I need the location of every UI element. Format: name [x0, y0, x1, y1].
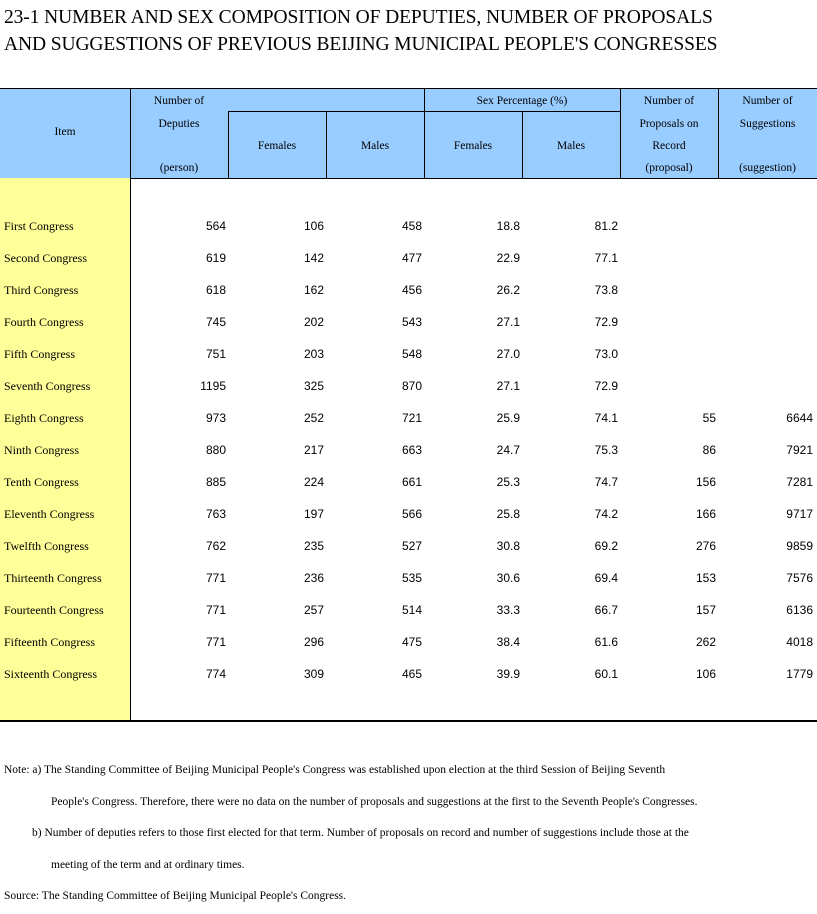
cell-males: 663 — [401, 443, 422, 457]
row-item-label: Thirteenth Congress — [4, 571, 102, 585]
cell-males: 543 — [401, 315, 422, 329]
table-row — [0, 562, 817, 594]
cell-pct-m: 74.7 — [594, 475, 618, 489]
cell-deputies: 618 — [205, 283, 226, 297]
header-sex-percentage: Sex Percentage (%) — [476, 95, 568, 107]
cell-males: 661 — [401, 475, 422, 489]
table-row — [0, 210, 817, 242]
cell-pct-m: 60.1 — [594, 667, 618, 681]
cell-pct-m: 66.7 — [594, 603, 618, 617]
note-b-line2: meeting of the term and at ordinary times. — [51, 858, 245, 871]
cell-deputies: 771 — [205, 571, 226, 585]
table-row — [0, 370, 817, 402]
header-females: Females — [257, 140, 297, 152]
cell-deputies: 564 — [205, 219, 226, 233]
header-divider — [424, 89, 425, 179]
cell-females: 252 — [303, 411, 324, 425]
cell-proposals: 86 — [702, 443, 716, 457]
row-item-label: Eleventh Congress — [4, 507, 95, 521]
cell-pct-f: 30.6 — [496, 571, 520, 585]
cell-pct-f: 38.4 — [496, 635, 520, 649]
cell-males: 721 — [401, 411, 422, 425]
cell-pct-f: 33.3 — [496, 603, 520, 617]
cell-pct-m: 81.2 — [594, 219, 618, 233]
cell-males: 475 — [401, 635, 422, 649]
cell-males: 548 — [401, 347, 422, 361]
cell-proposals: 262 — [695, 635, 716, 649]
header-proposals-unit: (proposal) — [645, 162, 693, 174]
cell-pct-f: 22.9 — [496, 251, 520, 265]
cell-pct-f: 25.8 — [496, 507, 520, 521]
header-males: Males — [360, 140, 390, 152]
cell-proposals: 166 — [695, 507, 716, 521]
cell-pct-f: 27.1 — [496, 379, 520, 393]
row-item-label: Twelfth Congress — [4, 539, 89, 553]
cell-suggestions: 7576 — [786, 571, 813, 585]
cell-females: 162 — [303, 283, 324, 297]
header-suggestions-line1: Number of — [742, 95, 793, 107]
note-a-line1: Note: a) The Standing Committee of Beijing Municipal People's Congress was established upon election at the third Session of Beijing Seventh — [4, 764, 666, 776]
table-header — [0, 88, 817, 179]
cell-pct-m: 75.3 — [594, 443, 618, 457]
cell-suggestions: 7281 — [786, 475, 813, 489]
cell-pct-f: 30.8 — [496, 539, 520, 553]
cell-suggestions: 9859 — [786, 539, 813, 553]
cell-deputies: 771 — [205, 635, 226, 649]
header-suggestions-unit: (suggestion) — [739, 162, 796, 174]
cell-males: 456 — [401, 283, 422, 297]
header-divider — [228, 111, 620, 112]
table-row — [0, 274, 817, 306]
note-b-line1: b) Number of deputies refers to those first elected for that term. Number of proposals on record and number of suggestions include those at the — [32, 827, 689, 839]
cell-females: 257 — [303, 603, 324, 617]
cell-pct-m: 72.9 — [594, 315, 618, 329]
row-item-label: Second Congress — [4, 251, 87, 265]
notes — [4, 755, 816, 913]
cell-pct-m: 61.6 — [594, 635, 618, 649]
header-divider — [522, 111, 523, 179]
cell-proposals: 55 — [702, 411, 716, 425]
header-proposals-line3: Record — [652, 140, 686, 152]
cell-deputies: 619 — [205, 251, 226, 265]
cell-males: 566 — [401, 507, 422, 521]
header-divider — [228, 111, 229, 179]
cell-females: 202 — [303, 315, 324, 329]
cell-pct-m: 77.1 — [594, 251, 618, 265]
header-deputies-line1: Number of — [153, 95, 205, 107]
row-item-label: Fifth Congress — [4, 347, 76, 361]
cell-suggestions: 7921 — [786, 443, 813, 457]
row-item-label: Sixteenth Congress — [4, 667, 97, 681]
cell-deputies: 763 — [205, 507, 226, 521]
header-proposals-line1: Number of — [643, 95, 695, 107]
cell-pct-f: 25.9 — [496, 411, 520, 425]
source-note: Source: The Standing Committee of Beijing Municipal People's Congress. — [4, 890, 347, 902]
table-row — [0, 658, 817, 690]
cell-deputies: 751 — [205, 347, 226, 361]
cell-pct-m: 73.8 — [594, 283, 618, 297]
page-title — [4, 4, 814, 58]
cell-deputies: 745 — [205, 315, 226, 329]
row-item-label: Tenth Congress — [4, 475, 79, 489]
cell-suggestions: 4018 — [786, 635, 813, 649]
cell-pct-m: 69.4 — [594, 571, 618, 585]
header-suggestions-line2: Suggestions — [739, 118, 796, 130]
header-divider — [718, 89, 719, 179]
cell-pct-m: 74.1 — [594, 411, 618, 425]
cell-females: 197 — [303, 507, 324, 521]
cell-deputies: 885 — [205, 475, 226, 489]
header-divider — [326, 111, 327, 179]
cell-males: 527 — [401, 539, 422, 553]
cell-males: 870 — [401, 379, 422, 393]
cell-males: 458 — [401, 219, 422, 233]
row-item-label: First Congress — [4, 219, 74, 233]
row-item-label: Ninth Congress — [4, 443, 79, 457]
cell-pct-m: 74.2 — [594, 507, 618, 521]
table-row — [0, 338, 817, 370]
cell-deputies: 1195 — [200, 379, 226, 393]
cell-females: 142 — [303, 251, 324, 265]
header-divider — [130, 89, 131, 179]
header-pct-females: Females — [453, 140, 493, 152]
table-row — [0, 434, 817, 466]
cell-pct-m: 69.2 — [594, 539, 618, 553]
table-row — [0, 594, 817, 626]
cell-deputies: 973 — [205, 411, 226, 425]
table-row — [0, 242, 817, 274]
row-item-label: Seventh Congress — [4, 379, 91, 393]
header-divider — [620, 89, 621, 179]
cell-pct-m: 72.9 — [594, 379, 618, 393]
cell-females: 325 — [303, 379, 324, 393]
cell-pct-f: 27.1 — [496, 315, 520, 329]
table-row — [0, 466, 817, 498]
row-item-label: Fourth Congress — [4, 315, 84, 329]
cell-pct-f: 18.8 — [496, 219, 520, 233]
header-proposals-line2: Proposals on — [639, 118, 699, 130]
table-bottom-rule — [0, 720, 817, 722]
cell-males: 477 — [401, 251, 422, 265]
cell-females: 217 — [303, 443, 324, 457]
cell-females: 236 — [303, 571, 324, 585]
cell-males: 465 — [401, 667, 422, 681]
header-deputies-line2: Deputies — [158, 118, 200, 130]
cell-males: 514 — [401, 603, 422, 617]
cell-females: 224 — [303, 475, 324, 489]
cell-pct-f: 39.9 — [496, 667, 520, 681]
cell-deputies: 774 — [205, 667, 226, 681]
note-a-line2: People's Congress. Therefore, there were no data on the number of proposals and suggestions at the first to the Seventh People's Congresses. — [51, 795, 698, 808]
cell-suggestions: 6136 — [786, 603, 813, 617]
cell-suggestions: 6644 — [786, 411, 813, 425]
row-item-label: Fifteenth Congress — [4, 635, 95, 649]
table-row — [0, 306, 817, 338]
cell-females: 235 — [303, 539, 324, 553]
table-row — [0, 530, 817, 562]
cell-deputies: 762 — [205, 539, 226, 553]
table-row — [0, 498, 817, 530]
row-item-label: Fourteenth Congress — [4, 603, 104, 617]
title-line-2: AND SUGGESTIONS OF PREVIOUS BEIJING MUNICIPAL PEOPLE'S CONGRESSES — [4, 34, 718, 55]
cell-deputies: 771 — [205, 603, 226, 617]
table-row — [0, 402, 817, 434]
cell-females: 106 — [303, 219, 324, 233]
cell-females: 309 — [303, 667, 324, 681]
cell-pct-f: 25.3 — [496, 475, 520, 489]
cell-pct-f: 26.2 — [496, 283, 520, 297]
header-item: Item — [54, 126, 76, 138]
cell-deputies: 880 — [205, 443, 226, 457]
cell-females: 203 — [303, 347, 324, 361]
cell-suggestions: 1779 — [786, 667, 813, 681]
cell-proposals: 106 — [695, 667, 716, 681]
cell-pct-f: 27.0 — [496, 347, 520, 361]
cell-males: 535 — [401, 571, 422, 585]
title-line-1: 23-1 NUMBER AND SEX COMPOSITION OF DEPUTIES, NUMBER OF PROPOSALS — [4, 7, 713, 28]
header-deputies-unit: (person) — [159, 162, 199, 174]
cell-proposals: 156 — [695, 475, 716, 489]
cell-pct-f: 24.7 — [496, 443, 520, 457]
header-pct-males: Males — [556, 140, 586, 152]
cell-proposals: 276 — [695, 539, 716, 553]
cell-pct-m: 73.0 — [594, 347, 618, 361]
row-item-label: Eighth Congress — [4, 411, 84, 425]
cell-females: 296 — [303, 635, 324, 649]
cell-suggestions: 9717 — [786, 507, 813, 521]
cell-proposals: 153 — [695, 571, 716, 585]
cell-proposals: 157 — [695, 603, 716, 617]
table-row — [0, 626, 817, 658]
row-item-label: Third Congress — [4, 283, 79, 297]
